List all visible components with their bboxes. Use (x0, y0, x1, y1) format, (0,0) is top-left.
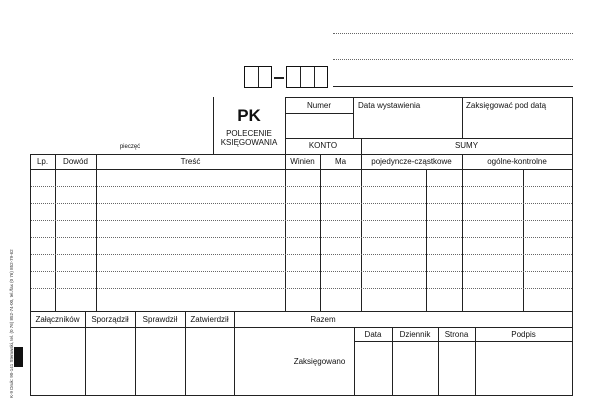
col-header-dowod: Dowód (63, 157, 88, 166)
row-line (31, 220, 572, 221)
top-dotted-line-1 (333, 33, 573, 34)
col-sub-2 (523, 169, 524, 311)
header-konto-line (285, 138, 573, 139)
stamp-label: pieczęć (119, 144, 141, 150)
footer-checked-label: Sprawdził (142, 315, 178, 324)
header-top-line (285, 97, 573, 98)
header-account-label: KONTO (308, 141, 338, 150)
header-number-right (353, 97, 354, 138)
side-form-id: K-9 (9, 390, 14, 398)
number-box-right-divider-1 (300, 67, 301, 87)
footer-date-label: Data (364, 330, 382, 339)
printer-logo (14, 347, 23, 367)
table-top-line (30, 154, 573, 155)
header-post-date-label: Zaksięgować pod datą (466, 101, 547, 110)
footer-total-label: Razem (310, 315, 336, 324)
footer-prepared-label: Sporządził (91, 315, 129, 324)
table-left-line (30, 154, 31, 396)
footer-signature-label: Podpis (511, 330, 536, 339)
header-number-underline (285, 113, 353, 114)
col-header-winien: Winien (290, 157, 315, 166)
table-bottom-line (30, 395, 573, 396)
col-header-ogolne: ogólne-kontrolne (487, 157, 547, 166)
form-title-line1: POLECENIE (226, 129, 272, 138)
table-body-bottom (30, 311, 573, 312)
col-header-tresc: Treść (180, 157, 201, 166)
header-date-right (462, 97, 463, 138)
footer-page-label: Strona (444, 330, 469, 339)
number-box-right-divider-2 (314, 67, 315, 87)
header-issue-date-label: Data wystawienia (358, 101, 421, 110)
table-header-line (30, 169, 573, 170)
number-box-dash (274, 77, 284, 79)
row-line (31, 288, 572, 289)
top-dotted-line-2 (333, 59, 573, 60)
form-title-line2: KSIĘGOWANIA (220, 138, 278, 147)
row-line (31, 237, 572, 238)
form-code: PK (237, 106, 261, 125)
side-print-text: Druk: 90-141 Stemwski, tel. (0 76) 852-74-00, tel./fax (0 76) 852-79-62 (9, 249, 14, 390)
footer-approved-label: Zatwierdził (190, 315, 229, 324)
footer-label-line (30, 327, 573, 328)
number-box-left-divider (258, 67, 259, 87)
table-right-line (572, 154, 573, 396)
footer-approved-right (234, 311, 235, 396)
footer-attachments-label: Załączników (35, 315, 80, 324)
row-line (31, 186, 572, 187)
footer-posting-header-line (354, 341, 573, 342)
top-solid-line (333, 86, 573, 87)
col-header-lp: Lp. (36, 157, 49, 166)
col-sub-1 (426, 169, 427, 311)
col-header-ma: Ma (334, 157, 347, 166)
row-line (31, 254, 572, 255)
header-number-label: Numer (306, 101, 331, 110)
footer-posted-label: Zaksięgowano (293, 357, 346, 366)
header-sums-label: SUMY (454, 141, 479, 150)
row-line (31, 271, 572, 272)
footer-journal-label: Dziennik (399, 330, 431, 339)
col-header-pojedyncze: pojedyncze-cząstkowe (371, 157, 452, 166)
number-box-right[interactable] (286, 66, 328, 88)
row-line (31, 203, 572, 204)
header-right-line (572, 97, 573, 155)
